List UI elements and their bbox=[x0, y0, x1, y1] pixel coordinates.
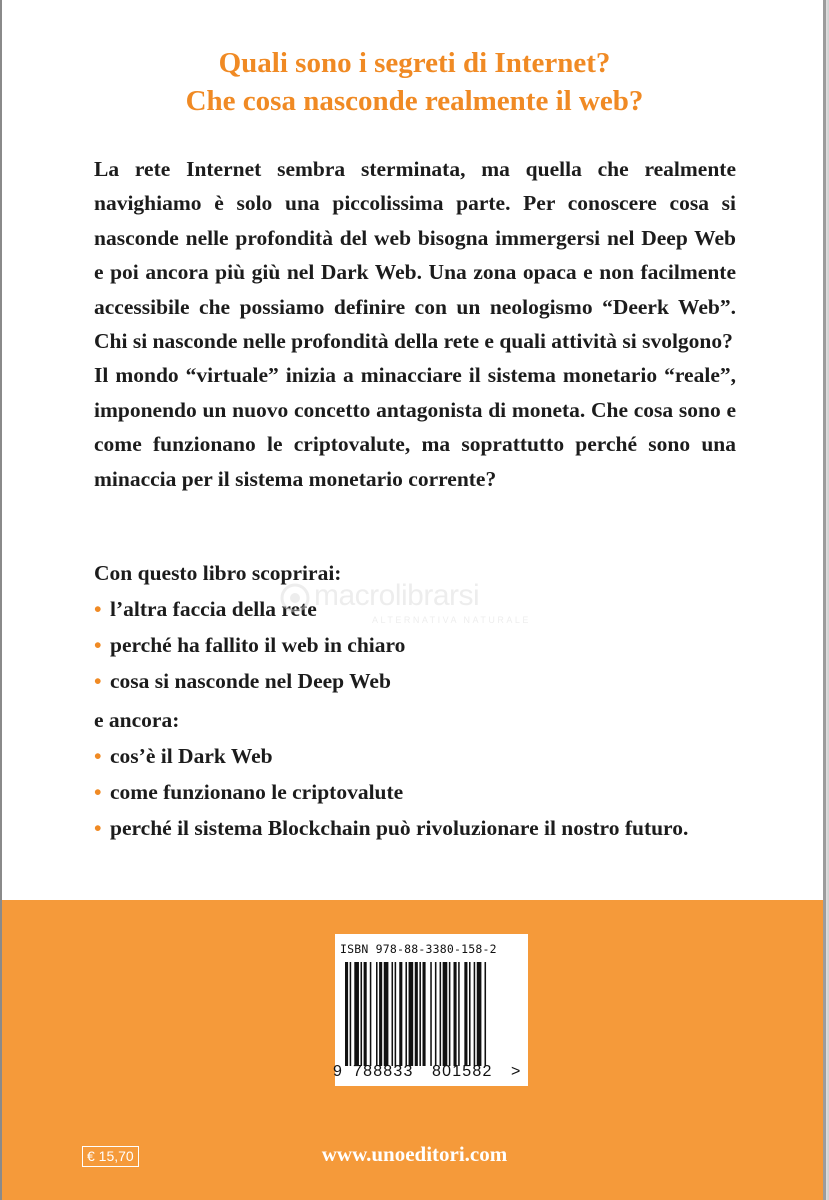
isbn-text: ISBN 978-88-3380-158-2 bbox=[340, 942, 497, 956]
list-item-text: come funzionano le criptovalute bbox=[110, 780, 404, 804]
list-item bbox=[94, 627, 405, 663]
ean-first-digit: 9 bbox=[333, 1063, 342, 1080]
barcode-bar bbox=[376, 962, 378, 1066]
barcode-bar bbox=[399, 962, 402, 1066]
bullet-icon: • bbox=[94, 633, 102, 657]
ean-end-marker: > bbox=[511, 1063, 521, 1080]
barcode-bar bbox=[474, 962, 476, 1066]
barcode-bar bbox=[405, 962, 407, 1066]
barcode-bar bbox=[430, 962, 432, 1066]
barcode-bar bbox=[449, 962, 451, 1066]
list-item-text: perché ha fallito il web in chiaro bbox=[110, 633, 406, 657]
barcode-bar bbox=[423, 962, 426, 1066]
macrolibrarsi-watermark bbox=[280, 579, 570, 627]
watermark-brand: macrolibrarsi bbox=[314, 579, 480, 612]
barcode-bar bbox=[477, 962, 482, 1066]
description-paragraph-1: La rete Internet sembra sterminata, ma quella che realmente navighiamo è solo una piccolissima parte. Per conoscere cosa si nasconde nelle profondità del web bisogna immergersi nel Deep Web e poi ancora più giù nel Dark Web. Una zona opaca e non facilmente accessibile che possiamo definire con un neologismo “Deerk Web”. Chi si nasconde nelle profondità della rete e quali attività si svolgono? bbox=[94, 157, 736, 354]
barcode-bar bbox=[419, 962, 421, 1066]
price-tag: € 15,70 bbox=[82, 1146, 139, 1167]
barcode-bar bbox=[440, 962, 442, 1066]
barcode-bar bbox=[395, 962, 397, 1066]
barcode-bar bbox=[435, 962, 437, 1066]
description bbox=[94, 152, 736, 496]
watermark-logo-icon bbox=[280, 583, 310, 613]
list-item bbox=[94, 774, 688, 810]
barcode-bar bbox=[443, 962, 448, 1066]
barcode bbox=[345, 962, 515, 1066]
more-section bbox=[94, 702, 688, 846]
bullet-icon: • bbox=[94, 780, 102, 804]
barcode-bar bbox=[415, 962, 418, 1066]
list-item bbox=[94, 663, 405, 699]
barcode-bar bbox=[379, 962, 382, 1066]
barcode-bar bbox=[345, 962, 348, 1066]
bullet-icon: • bbox=[94, 669, 102, 693]
headline bbox=[0, 44, 829, 120]
barcode-bar bbox=[370, 962, 372, 1066]
barcode-bar bbox=[361, 962, 363, 1066]
bullet-icon: • bbox=[94, 744, 102, 768]
barcode-bar bbox=[392, 962, 394, 1066]
list-item-text: cosa si nasconde nel Deep Web bbox=[110, 669, 391, 693]
page-edge-shadow bbox=[823, 0, 829, 1200]
list-item bbox=[94, 738, 688, 774]
barcode-bar bbox=[384, 962, 389, 1066]
discover-lead: Con questo libro scoprirai: bbox=[94, 561, 342, 585]
bullet-icon: • bbox=[94, 597, 102, 621]
barcode-bar bbox=[350, 962, 352, 1066]
barcode-bar bbox=[485, 962, 487, 1066]
headline-line-1: Quali sono i segreti di Internet? bbox=[218, 47, 611, 79]
barcode-bar bbox=[454, 962, 457, 1066]
barcode-bar bbox=[364, 962, 367, 1066]
barcode-bar bbox=[354, 962, 359, 1066]
ean-group-2: 801582 bbox=[432, 1063, 493, 1080]
list-item-text: cos’è il Dark Web bbox=[110, 744, 273, 768]
more-lead: e ancora: bbox=[94, 708, 180, 732]
description-paragraph-2: Il mondo “virtuale” inizia a minacciare il sistema monetario “reale”, imponendo un nuovo concetto antagonista di moneta. Che cosa sono e come funzionano le criptovalute, ma soprattutto perché sono una minaccia per il sistema monetario corrente? bbox=[94, 363, 736, 491]
barcode-bar bbox=[464, 962, 467, 1066]
publisher-website: www.unoeditori.com bbox=[321, 1142, 508, 1166]
headline-line-2: Che cosa nasconde realmente il web? bbox=[185, 85, 644, 117]
list-item-text: l’altra faccia della rete bbox=[110, 597, 317, 621]
barcode-bar bbox=[458, 962, 460, 1066]
ean-group-1: 788833 bbox=[353, 1063, 414, 1080]
watermark-tagline: ALTERNATIVA NATURALE bbox=[372, 615, 531, 625]
bullet-icon: • bbox=[94, 816, 102, 840]
list-item bbox=[94, 810, 688, 846]
more-list bbox=[94, 738, 688, 846]
barcode-bar bbox=[469, 962, 471, 1066]
list-item-text: perché il sistema Blockchain può rivoluzionare il nostro futuro. bbox=[110, 816, 689, 840]
barcode-bar bbox=[409, 962, 414, 1066]
discover-section bbox=[94, 555, 405, 699]
